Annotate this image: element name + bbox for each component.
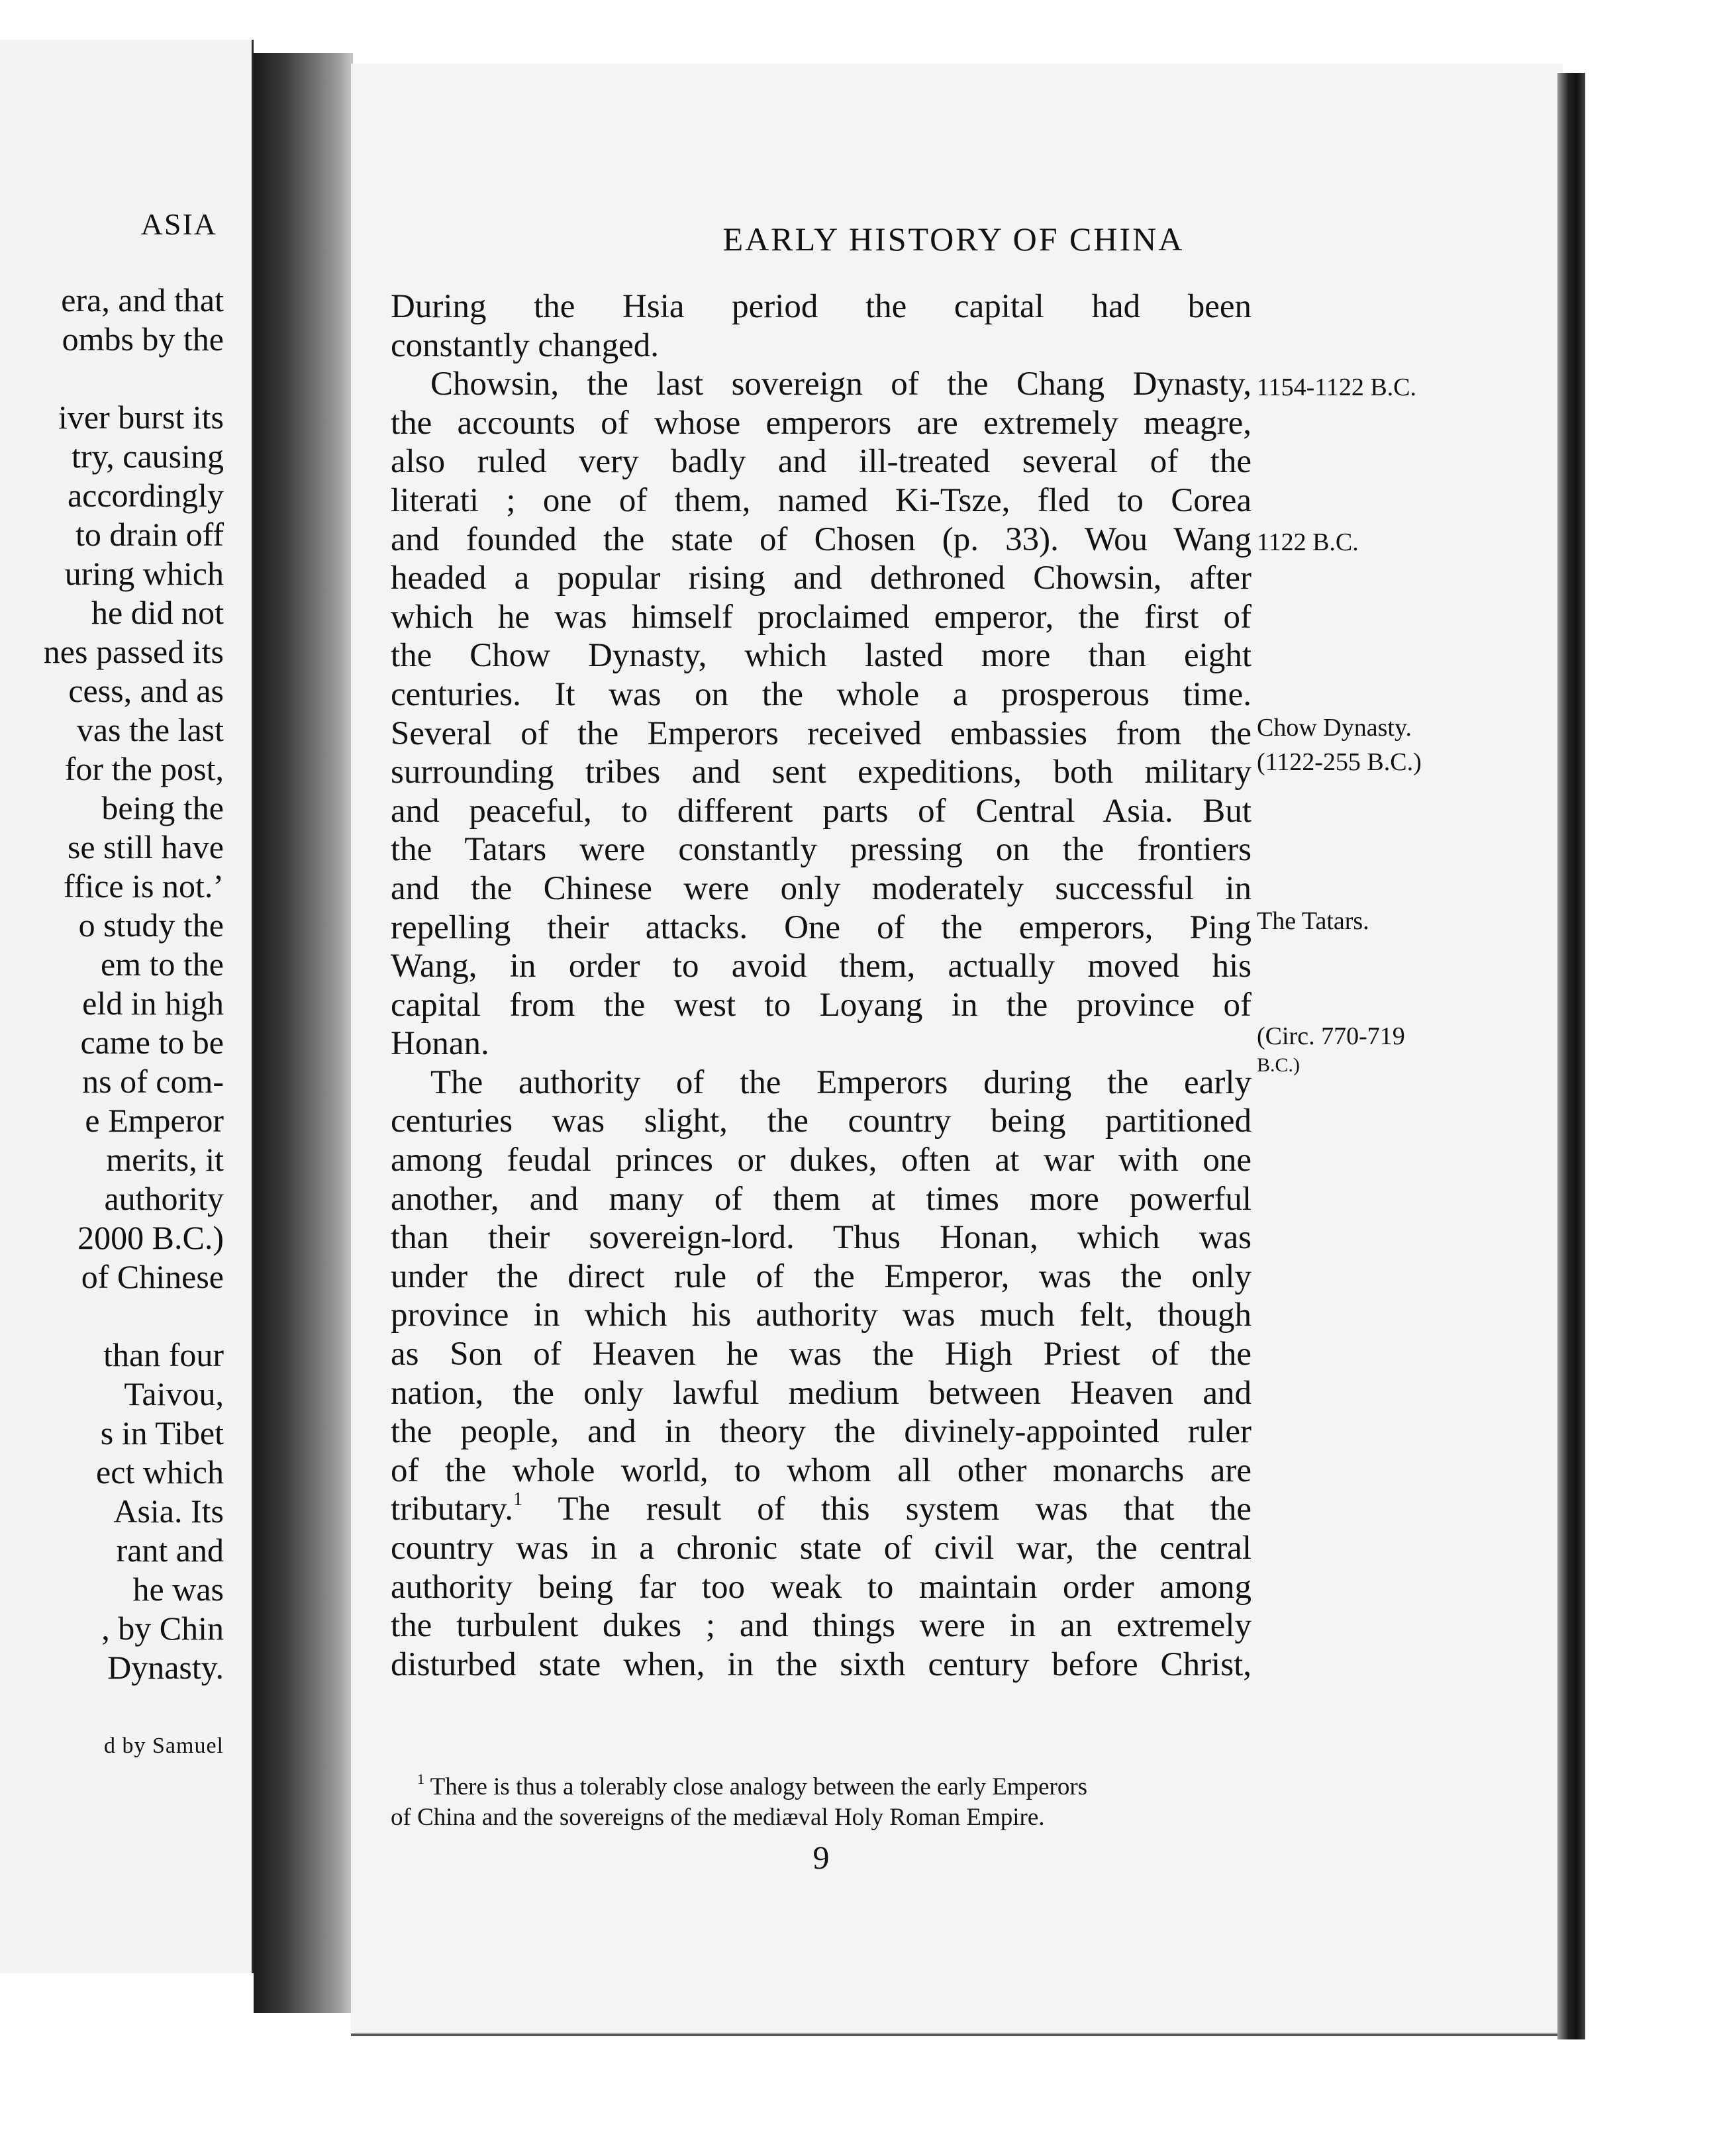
- margin-note: (1122-255 B.C.): [1257, 748, 1422, 776]
- running-head: EARLY HISTORY OF CHINA: [722, 220, 1185, 258]
- left-text-line: , by Chin: [101, 1610, 224, 1647]
- left-text-line: try, causing: [71, 438, 224, 475]
- text-line: Honan.: [391, 1025, 489, 1063]
- text-line: nation, the only lawful medium between Heaven and: [391, 1374, 1252, 1412]
- text-line: province in which his authority was much felt, though: [391, 1297, 1252, 1334]
- margin-note: 1154-1122 B.C.: [1257, 373, 1417, 401]
- left-text-line: e Emperor: [85, 1102, 224, 1139]
- left-text-line: era, and that: [61, 281, 224, 318]
- left-text-line: s in Tibet: [100, 1414, 224, 1451]
- text-line: centuries. It was on the whole a prosperous time.: [391, 675, 1252, 713]
- left-text-line: he was: [132, 1571, 224, 1608]
- left-text-line: authority: [104, 1180, 224, 1217]
- left-page-text: [44, 281, 224, 1765]
- left-text-line: ns of com-: [82, 1063, 224, 1100]
- text-line: Several of the Emperors received embassies from the: [391, 714, 1252, 752]
- body-text: [391, 287, 1252, 1684]
- margin-note: B.C.): [1257, 1054, 1301, 1076]
- left-text-line: being the: [101, 789, 224, 826]
- left-text-line: Asia. Its: [113, 1493, 224, 1530]
- text-line: Chowsin, the last sovereign of the Chang Dynasty,: [430, 366, 1252, 403]
- footnote-reference: 1: [513, 1489, 523, 1510]
- text-line: constantly changed.: [391, 326, 660, 364]
- text-line: also ruled very badly and ill-treated several of the: [391, 443, 1252, 481]
- left-text-line: iver burst its: [58, 399, 224, 436]
- left-text-line: o study the: [78, 906, 224, 944]
- text-line: another, and many of them at times more powerful: [391, 1180, 1252, 1218]
- text-line: among feudal princes or dukes, often at war with one: [391, 1142, 1252, 1179]
- text-line: authority being far too weak to maintain order among: [391, 1568, 1252, 1606]
- left-text-line: ffice is not.’: [63, 867, 224, 905]
- left-text-line: to drain off: [75, 516, 224, 553]
- left-text-line: accordingly: [67, 477, 224, 514]
- text-line: of the whole world, to whom all other monarchs are: [391, 1451, 1252, 1489]
- text-line-with-footnote-ref: [391, 1490, 1252, 1529]
- left-text-line: of Chinese: [81, 1258, 224, 1295]
- text-line: and the Chinese were only moderately successful in: [391, 869, 1252, 907]
- blank-line: [44, 359, 224, 398]
- left-text-line: he did not: [91, 594, 224, 631]
- text-line: and founded the state of Chosen (p. 33). Wou Wang: [391, 520, 1252, 558]
- left-text-line: ect which: [96, 1453, 224, 1491]
- left-text-line: rant and: [116, 1532, 224, 1569]
- page-number: 9: [812, 1839, 830, 1876]
- footnote-line: of China and the sovereigns of the mediæval Holy Roman Empire.: [391, 1804, 1045, 1831]
- blank-line: [44, 1687, 224, 1726]
- text-line: the Tatars were constantly pressing on the frontiers: [391, 831, 1252, 869]
- book-gutter: [254, 53, 353, 2013]
- left-text-line: vas the last: [76, 711, 224, 748]
- left-text-line: uring which: [64, 555, 224, 592]
- right-page: [351, 64, 1563, 2036]
- text-line: which he was himself proclaimed emperor, the first of: [391, 598, 1252, 636]
- left-text-line: nes passed its: [43, 633, 224, 670]
- text-line: During the Hsia period the capital had been: [391, 288, 1252, 325]
- footnote-marker: 1: [417, 1771, 424, 1787]
- text-line: the turbulent dukes ; and things were in an extremely: [391, 1607, 1252, 1645]
- text-line: as Son of Heaven he was the High Priest of the: [391, 1336, 1252, 1373]
- left-text-line: eld in high: [82, 985, 224, 1022]
- text-line: under the direct rule of the Emperor, was the only: [391, 1257, 1252, 1295]
- text-line: the accounts of whose emperors are extremely meagre,: [391, 404, 1252, 442]
- left-text-line: than four: [103, 1336, 224, 1373]
- left-facing-page: [0, 40, 254, 1973]
- margin-note: The Tatars.: [1257, 907, 1369, 935]
- left-text-line: merits, it: [106, 1141, 224, 1178]
- left-text-line: Taivou,: [124, 1375, 224, 1412]
- footnote-line: [391, 1772, 1252, 1802]
- footnote-text: There is thus a tolerably close analogy between the early Emperors: [430, 1773, 1088, 1800]
- text-line: Wang, in order to avoid them, actually moved his: [391, 948, 1252, 985]
- footnote: [391, 1772, 1252, 1833]
- text-line: disturbed state when, in the sixth century before Christ,: [391, 1645, 1252, 1683]
- left-text-line: ombs by the: [62, 320, 224, 358]
- text-fragment: The result of this system was that the: [558, 1491, 1252, 1528]
- text-line: the Chow Dynasty, which lasted more than eight: [391, 637, 1252, 675]
- margin-note: (Circ. 770-719: [1257, 1022, 1405, 1050]
- left-text-line: 2000 B.C.): [77, 1219, 224, 1256]
- margin-note: Chow Dynasty.: [1257, 714, 1412, 742]
- text-line: literati ; one of them, named Ki-Tsze, fled to Corea: [391, 481, 1252, 519]
- left-text-line: came to be: [80, 1024, 224, 1061]
- margin-note: 1122 B.C.: [1257, 528, 1359, 556]
- text-line: The authority of the Emperors during the early: [430, 1063, 1252, 1101]
- text-line: headed a popular rising and dethroned Chowsin, after: [391, 560, 1252, 597]
- text-fragment: tributary.: [391, 1491, 514, 1528]
- text-line: country was in a chronic state of civil war, the central: [391, 1530, 1252, 1567]
- text-line: surrounding tribes and sent expeditions, both military: [391, 754, 1252, 791]
- left-text-line: se still have: [67, 828, 224, 865]
- left-page-running-head: ASIA: [140, 207, 217, 241]
- left-text-line: for the post,: [64, 750, 224, 787]
- left-text-line: Dynasty.: [107, 1649, 224, 1686]
- left-text-line: cess, and as: [68, 672, 224, 709]
- blank-line: [44, 1297, 224, 1336]
- text-line: than their sovereign-lord. Thus Honan, which was: [391, 1219, 1252, 1257]
- page-edge-shadow: [1557, 73, 1585, 2039]
- left-text-line: em to the: [100, 946, 224, 983]
- left-text-line: d by Samuel: [104, 1734, 224, 1758]
- text-line: repelling their attacks. One of the emperors, Ping: [391, 908, 1252, 946]
- text-line: capital from the west to Loyang in the province of: [391, 986, 1252, 1024]
- text-line: and peaceful, to different parts of Central Asia. But: [391, 792, 1252, 830]
- text-line: centuries was slight, the country being partitioned: [391, 1102, 1252, 1140]
- text-line: the people, and in theory the divinely-appointed ruler: [391, 1413, 1252, 1451]
